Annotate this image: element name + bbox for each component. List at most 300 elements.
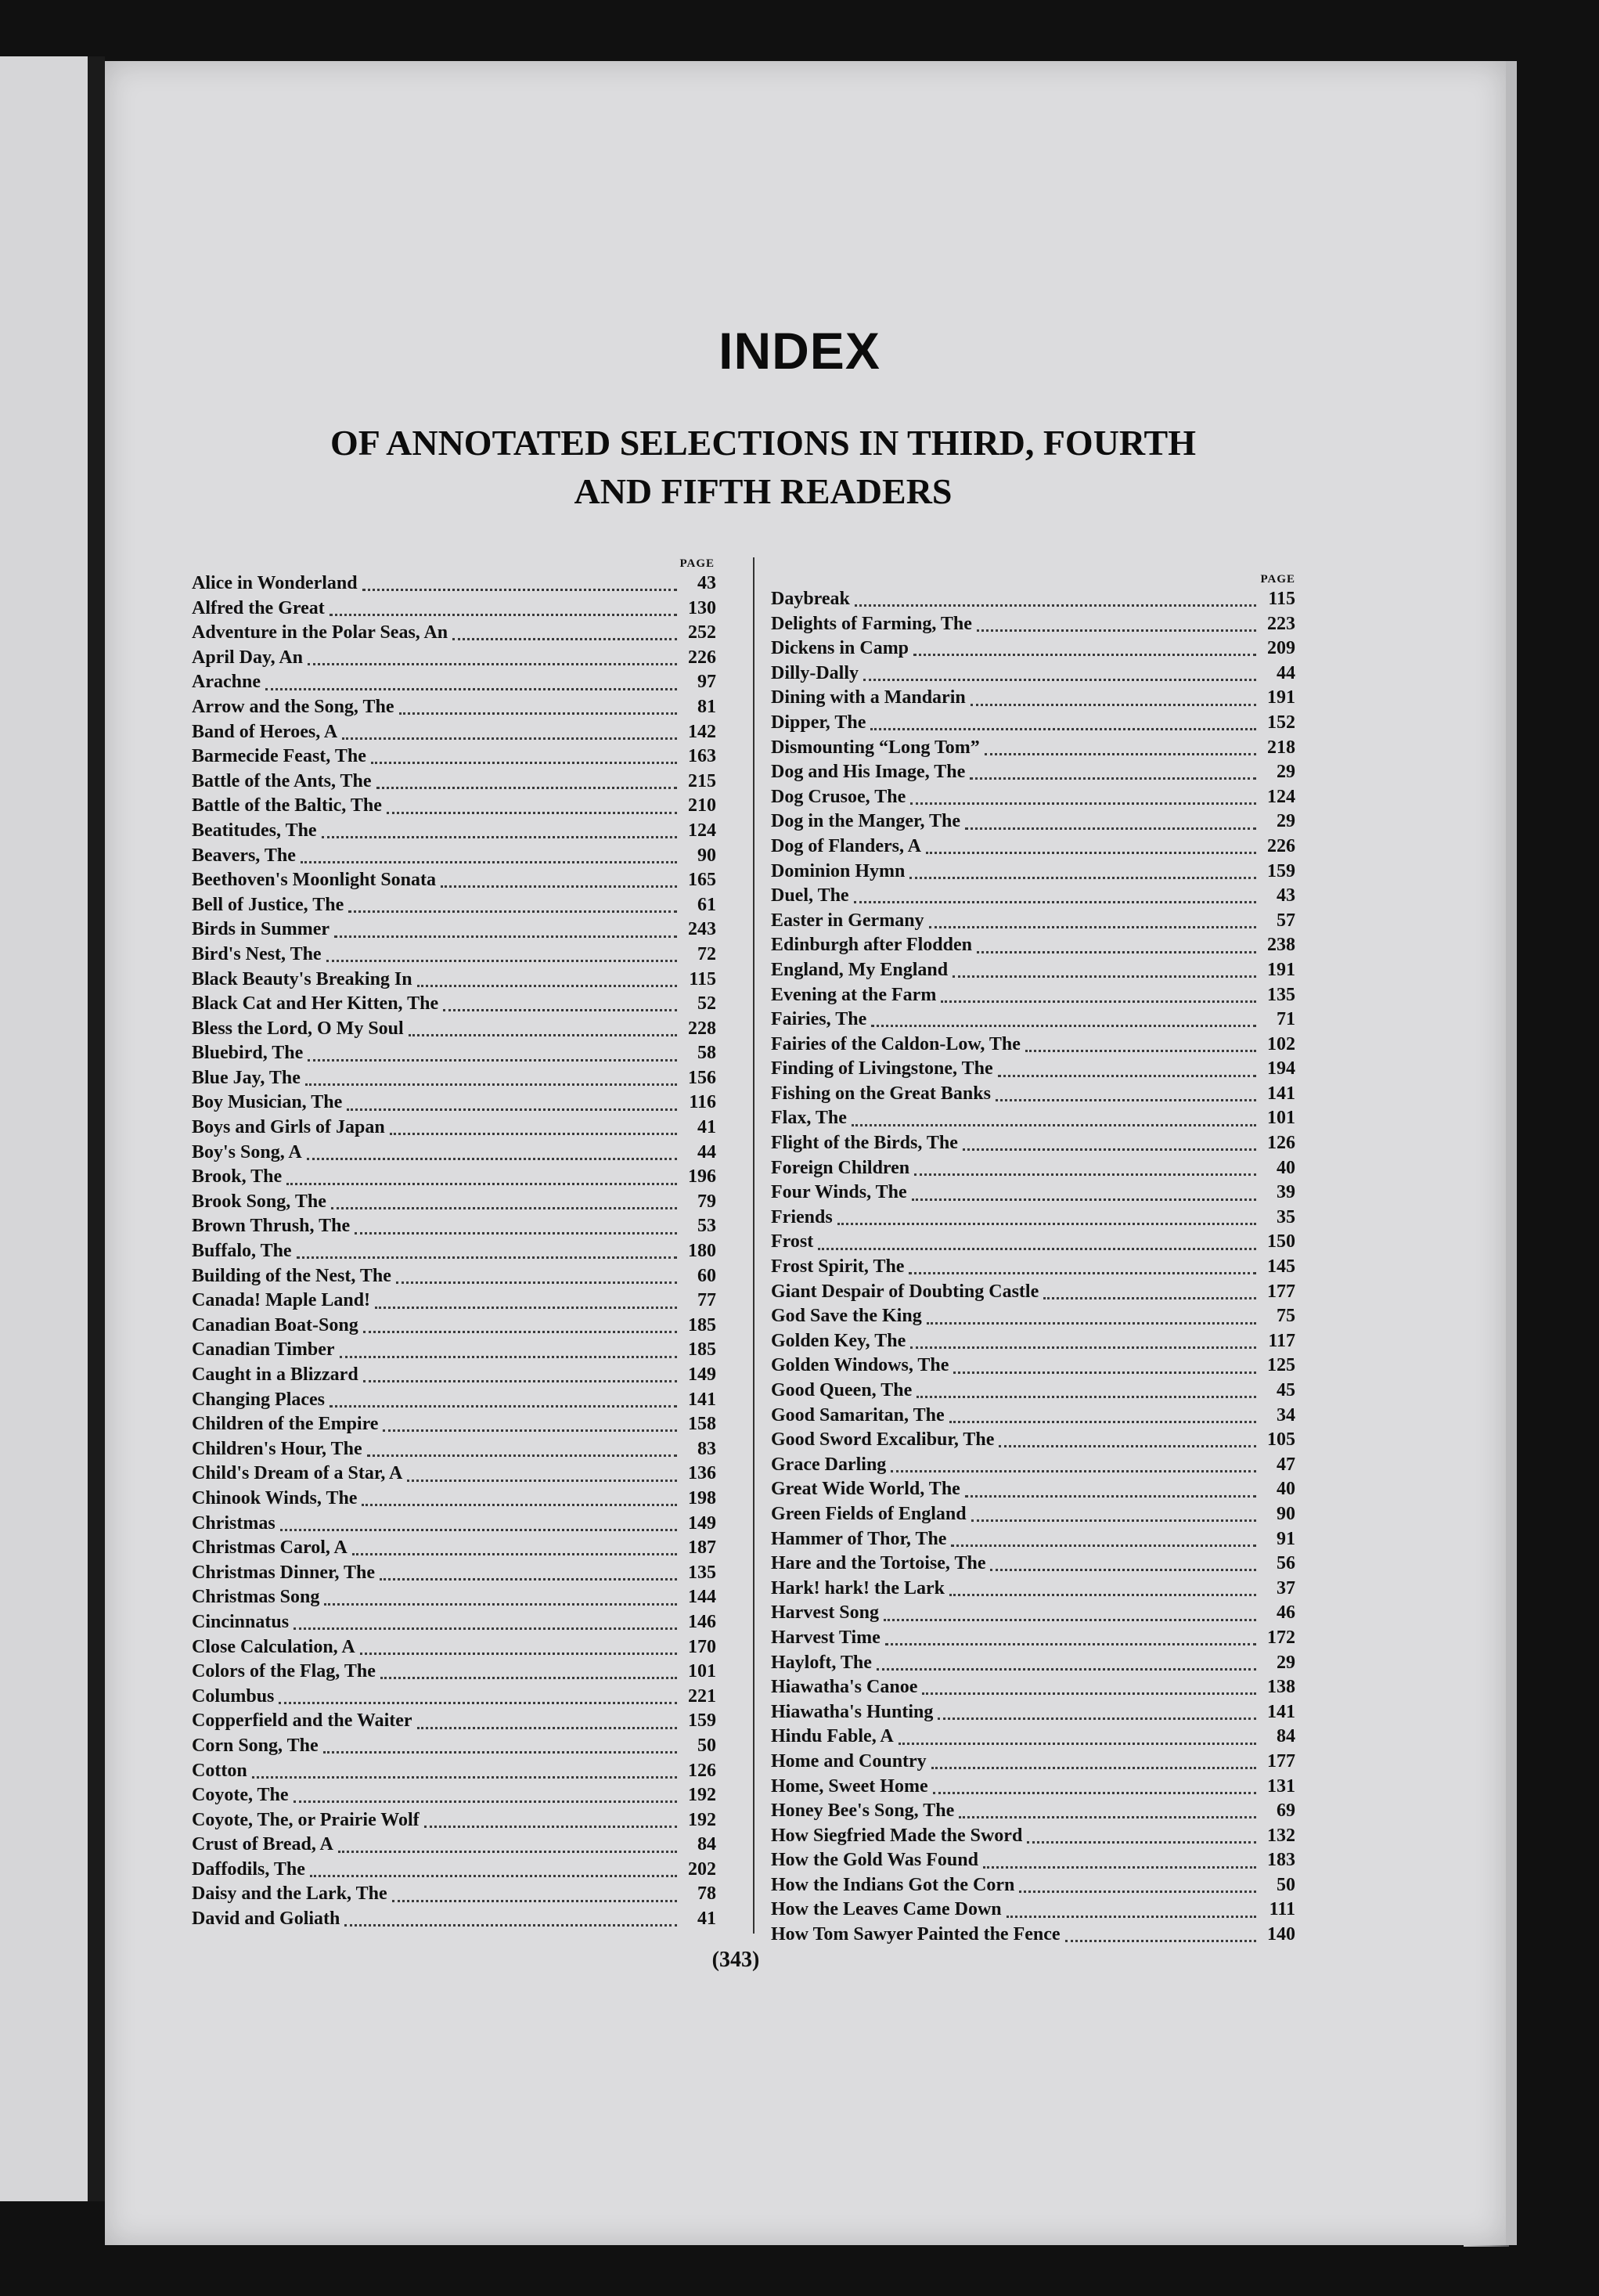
index-entry <box>771 587 1295 612</box>
dot-leader <box>951 1544 1256 1547</box>
entry-page: 39 <box>1277 1182 1295 1203</box>
entry-title: Dipper, The <box>771 712 866 733</box>
index-entry <box>771 1799 1295 1824</box>
dot-leader <box>326 960 677 962</box>
page-number: (343) <box>711 1948 760 1972</box>
dot-leader <box>376 787 677 789</box>
index-entry <box>771 1552 1295 1577</box>
entry-page: 141 <box>688 1389 716 1410</box>
index-entry <box>192 1190 716 1215</box>
entry-title: Children's Hour, The <box>192 1438 362 1459</box>
dot-leader <box>301 861 677 863</box>
index-entry <box>771 1280 1295 1305</box>
index-entry <box>771 1775 1295 1800</box>
dot-leader <box>1007 1916 1256 1918</box>
entry-page: 187 <box>688 1537 716 1559</box>
entry-title: Birds in Summer <box>192 919 330 940</box>
index-entry <box>771 1725 1295 1750</box>
dot-leader <box>1019 1891 1256 1893</box>
dot-leader <box>965 827 1256 830</box>
index-title: INDEX <box>718 322 881 380</box>
entry-title: Dining with a Mandarin <box>771 687 966 708</box>
entry-page: 165 <box>688 870 716 891</box>
dot-leader <box>891 1470 1256 1472</box>
index-entry <box>192 1462 716 1487</box>
entry-title: Flax, The <box>771 1108 847 1129</box>
entry-title: David and Goliath <box>192 1909 340 1930</box>
entry-title: Battle of the Baltic, The <box>192 795 382 816</box>
dot-leader <box>963 1148 1256 1151</box>
dot-leader <box>1027 1841 1256 1844</box>
index-entry <box>771 1156 1295 1181</box>
entry-page: 130 <box>688 597 716 618</box>
dot-leader <box>424 1826 677 1828</box>
index-entry <box>771 736 1295 761</box>
dot-leader <box>286 1183 677 1185</box>
entry-page: 56 <box>1277 1553 1295 1574</box>
index-entry <box>771 909 1295 934</box>
entry-title: Beavers, The <box>192 845 296 866</box>
entry-page: 52 <box>697 993 716 1015</box>
dot-leader <box>363 1331 677 1333</box>
entry-page: 34 <box>1277 1404 1295 1426</box>
dot-leader <box>998 1075 1256 1077</box>
entry-page: 202 <box>688 1858 716 1880</box>
dot-leader <box>279 1702 677 1704</box>
entry-page: 226 <box>688 647 716 668</box>
dot-leader <box>953 975 1256 978</box>
entry-title: Bell of Justice, The <box>192 894 344 915</box>
entry-title: Christmas <box>192 1512 276 1534</box>
entry-page: 91 <box>1277 1528 1295 1549</box>
dot-leader <box>355 1232 677 1235</box>
entry-title: Harvest Song <box>771 1602 879 1624</box>
entry-page: 141 <box>1267 1083 1295 1104</box>
index-entry <box>771 1700 1295 1725</box>
entry-page: 44 <box>697 1141 716 1162</box>
dot-leader <box>252 1776 677 1779</box>
index-entry <box>771 1206 1295 1231</box>
entry-title: Flight of the Birds, The <box>771 1133 958 1154</box>
entry-title: Christmas Song <box>192 1587 320 1608</box>
entry-title: Christmas Carol, A <box>192 1537 348 1559</box>
dot-leader <box>938 1717 1256 1720</box>
dot-leader <box>297 1256 677 1259</box>
entry-page: 149 <box>688 1512 716 1534</box>
index-entry <box>192 1512 716 1537</box>
entry-page: 228 <box>688 1018 716 1039</box>
entry-title: Changing Places <box>192 1389 326 1410</box>
entry-page: 138 <box>1267 1677 1295 1698</box>
entry-page: 135 <box>688 1562 716 1583</box>
dot-leader <box>1025 1050 1256 1052</box>
entry-title: Boy's Song, A <box>192 1141 302 1162</box>
entry-page: 29 <box>1277 1652 1295 1673</box>
index-entry <box>771 1453 1295 1478</box>
entry-title: Arachne <box>192 672 261 693</box>
entry-page: 90 <box>697 845 716 866</box>
index-entry <box>771 1527 1295 1552</box>
dot-leader <box>367 1454 677 1457</box>
dot-leader <box>949 1421 1256 1423</box>
entry-title: Bless the Lord, O My Soul <box>192 1018 404 1039</box>
dot-leader <box>953 1371 1256 1374</box>
entry-title: How Siegfried Made the Sword <box>771 1825 1023 1846</box>
entry-page: 141 <box>1267 1701 1295 1722</box>
entry-page: 71 <box>1277 1009 1295 1030</box>
index-entry <box>192 819 716 844</box>
entry-page: 158 <box>688 1414 716 1435</box>
entry-page: 102 <box>1267 1033 1295 1054</box>
index-entry <box>192 1709 716 1734</box>
entry-title: Giant Despair of Doubting Castle <box>771 1281 1039 1302</box>
dot-leader <box>910 1346 1256 1349</box>
dot-leader <box>870 728 1256 730</box>
dot-leader <box>996 1099 1256 1101</box>
dot-leader <box>375 1307 677 1309</box>
dot-leader <box>971 1519 1256 1522</box>
index-entry <box>771 636 1295 661</box>
entry-title: Fairies of the Caldon-Low, The <box>771 1033 1021 1054</box>
entry-title: Home, Sweet Home <box>771 1775 928 1797</box>
entry-page: 198 <box>688 1487 716 1508</box>
entry-page: 191 <box>1267 959 1295 980</box>
entry-title: Edinburgh after Flodden <box>771 935 972 956</box>
index-entry <box>192 1066 716 1091</box>
entry-title: Frost Spirit, The <box>771 1256 905 1278</box>
dot-leader <box>909 877 1256 879</box>
entry-title: How the Gold Was Found <box>771 1850 978 1871</box>
entry-title: Hayloft, The <box>771 1652 872 1673</box>
dot-leader <box>854 901 1256 903</box>
dot-leader <box>307 1158 677 1160</box>
entry-title: How Tom Sawyer Painted the Fence <box>771 1924 1061 1945</box>
index-entry <box>771 1626 1295 1651</box>
dot-leader <box>885 1643 1256 1645</box>
index-entry <box>771 1873 1295 1898</box>
dot-leader <box>899 1743 1256 1745</box>
entry-page: 226 <box>1267 835 1295 856</box>
entry-page: 126 <box>1267 1133 1295 1154</box>
entry-page: 142 <box>688 721 716 742</box>
entry-title: Caught in a Blizzard <box>192 1364 358 1385</box>
entry-title: Hindu Fable, A <box>771 1726 894 1747</box>
entry-page: 135 <box>1267 984 1295 1005</box>
entry-title: Foreign Children <box>771 1157 910 1178</box>
index-entry <box>771 1255 1295 1280</box>
entry-page: 150 <box>1267 1231 1295 1253</box>
dot-leader <box>362 1504 677 1506</box>
entry-title: Canadian Timber <box>192 1339 335 1361</box>
entry-title: Good Sword Excalibur, The <box>771 1429 995 1451</box>
entry-title: Buffalo, The <box>192 1241 292 1262</box>
dot-leader <box>363 1380 677 1382</box>
index-entry <box>771 1502 1295 1527</box>
entry-title: God Save the King <box>771 1306 922 1327</box>
index-entry <box>771 1675 1295 1700</box>
entry-page: 81 <box>697 696 716 717</box>
page-column-header-left: PAGE <box>679 557 715 570</box>
index-entry <box>771 958 1295 983</box>
dot-leader <box>910 802 1256 805</box>
entry-page: 177 <box>1267 1750 1295 1772</box>
entry-title: Brown Thrush, The <box>192 1216 351 1237</box>
dot-leader <box>407 1480 677 1482</box>
entry-title: Hiawatha's Canoe <box>771 1677 918 1698</box>
dot-leader <box>965 1495 1256 1498</box>
entry-page: 223 <box>1267 613 1295 634</box>
index-entry <box>771 686 1295 711</box>
entry-page: 209 <box>1267 638 1295 659</box>
entry-page: 238 <box>1267 935 1295 956</box>
entry-page: 115 <box>1268 589 1295 609</box>
index-entry <box>771 1898 1295 1923</box>
entry-title: Cincinnatus <box>192 1611 290 1632</box>
entry-title: Harvest Time <box>771 1627 881 1648</box>
entry-page: 172 <box>1267 1627 1295 1648</box>
index-entry <box>192 1363 716 1388</box>
index-entry <box>192 720 716 745</box>
entry-page: 210 <box>688 795 716 816</box>
entry-page: 183 <box>1267 1850 1295 1871</box>
entry-page: 40 <box>1277 1479 1295 1500</box>
entry-title: Home and Country <box>771 1750 927 1772</box>
index-entry <box>192 1610 716 1635</box>
index-entry <box>192 1660 716 1685</box>
entry-title: Battle of the Ants, The <box>192 770 372 791</box>
entry-title: Beethoven's Moonlight Sonata <box>192 870 437 891</box>
entry-page: 126 <box>688 1760 716 1781</box>
entry-title: Boy Musician, The <box>192 1092 343 1113</box>
entry-title: England, My England <box>771 959 949 980</box>
entry-title: Adventure in the Polar Seas, An <box>192 622 448 643</box>
entry-title: Barmecide Feast, The <box>192 746 366 767</box>
index-entry <box>192 1907 716 1932</box>
entry-page: 101 <box>688 1661 716 1682</box>
index-entry <box>771 860 1295 885</box>
dot-leader <box>909 1272 1256 1274</box>
index-entry <box>771 1404 1295 1429</box>
entry-title: Canada! Maple Land! <box>192 1290 371 1311</box>
index-entry <box>192 844 716 869</box>
dot-leader <box>338 1851 677 1853</box>
index-entry <box>192 917 716 943</box>
dot-leader <box>308 1059 677 1061</box>
dot-leader <box>294 1800 677 1803</box>
entry-page: 58 <box>697 1043 716 1064</box>
index-subtitle <box>235 419 1291 516</box>
dot-leader <box>347 1108 677 1111</box>
entry-page: 53 <box>697 1216 716 1237</box>
entry-page: 29 <box>1277 762 1295 783</box>
dot-leader <box>360 1653 677 1655</box>
entry-title: Canadian Boat-Song <box>192 1314 358 1335</box>
entry-page: 61 <box>697 894 716 915</box>
index-entry <box>192 1734 716 1759</box>
dot-leader <box>305 1083 677 1086</box>
dot-leader <box>417 1727 677 1729</box>
entry-page: 84 <box>697 1834 716 1855</box>
index-entry <box>771 1651 1295 1676</box>
dot-leader <box>913 654 1256 656</box>
index-entry <box>192 770 716 795</box>
entry-page: 221 <box>688 1685 716 1707</box>
dot-leader <box>387 812 677 814</box>
index-entry <box>192 1239 716 1264</box>
index-entry <box>771 612 1295 637</box>
entry-page: 163 <box>688 746 716 767</box>
subtitle-line-1: OF ANNOTATED SELECTIONS IN THIRD, FOURTH <box>330 423 1196 463</box>
entry-title: Great Wide World, The <box>771 1479 960 1500</box>
index-entry <box>771 983 1295 1008</box>
dot-leader <box>922 1692 1256 1695</box>
entry-page: 177 <box>1267 1281 1295 1302</box>
dot-leader <box>324 1603 677 1606</box>
entry-page: 243 <box>688 919 716 940</box>
entry-title: Chinook Winds, The <box>192 1487 358 1508</box>
entry-title: Colors of the Flag, The <box>192 1661 376 1682</box>
dot-leader <box>443 1009 677 1011</box>
dot-leader <box>348 910 677 913</box>
dot-leader <box>390 1133 677 1135</box>
entry-title: April Day, An <box>192 647 304 668</box>
entry-page: 78 <box>697 1883 716 1905</box>
entry-title: Daffodils, The <box>192 1858 305 1880</box>
entry-title: Frost <box>771 1231 814 1253</box>
entry-title: Building of the Nest, The <box>192 1265 391 1286</box>
entry-page: 136 <box>688 1463 716 1484</box>
entry-title: Alice in Wonderland <box>192 573 358 593</box>
entry-title: Duel, The <box>771 885 849 907</box>
entry-title: Golden Windows, The <box>771 1355 949 1376</box>
entry-page: 116 <box>689 1092 716 1113</box>
index-entry <box>192 968 716 993</box>
dot-leader <box>342 737 677 740</box>
dot-leader <box>959 1816 1256 1818</box>
entry-title: Dog Crusoe, The <box>771 786 906 807</box>
entry-title: Four Winds, The <box>771 1182 907 1203</box>
entry-title: Friends <box>771 1206 833 1227</box>
index-entry <box>192 1214 716 1239</box>
index-entry <box>192 1090 716 1116</box>
index-entry <box>771 1007 1295 1033</box>
dot-leader <box>1043 1297 1256 1299</box>
entry-title: Beatitudes, The <box>192 820 317 841</box>
entry-title: Delights of Farming, The <box>771 613 972 634</box>
dot-leader <box>863 679 1256 681</box>
index-entry <box>771 661 1295 687</box>
dot-leader <box>330 1405 677 1408</box>
entry-title: Green Fields of England <box>771 1503 967 1524</box>
entry-title: Dilly-Dally <box>771 662 859 683</box>
index-entry <box>771 711 1295 736</box>
dot-leader <box>331 1207 677 1209</box>
entry-page: 35 <box>1277 1206 1295 1227</box>
entry-title: Columbus <box>192 1685 275 1707</box>
entry-title: Corn Song, The <box>192 1735 319 1756</box>
entry-page: 57 <box>1277 910 1295 931</box>
index-entry <box>192 794 716 819</box>
entry-page: 44 <box>1277 662 1295 683</box>
dot-leader <box>970 777 1256 780</box>
dot-leader <box>352 1553 677 1555</box>
dot-leader <box>380 1578 677 1581</box>
page-column-header-right: PAGE <box>1260 573 1295 586</box>
index-entry <box>192 646 716 671</box>
entry-title: Coyote, The <box>192 1785 289 1806</box>
dot-leader <box>927 1322 1256 1325</box>
entry-page: 215 <box>688 770 716 791</box>
entry-page: 185 <box>688 1314 716 1335</box>
index-entry <box>771 1923 1295 1948</box>
entry-page: 252 <box>688 622 716 643</box>
index-entry <box>771 1082 1295 1107</box>
index-entry <box>192 571 716 597</box>
index-entry <box>192 868 716 893</box>
dot-leader <box>985 753 1256 755</box>
entry-title: Close Calculation, A <box>192 1636 355 1657</box>
dot-leader <box>322 836 677 838</box>
dot-leader <box>877 1668 1256 1671</box>
index-entry <box>771 1033 1295 1058</box>
index-entry <box>771 1848 1295 1873</box>
entry-title: Crust of Bread, A <box>192 1834 333 1855</box>
index-entry <box>771 884 1295 909</box>
entry-title: Blue Jay, The <box>192 1067 301 1088</box>
dot-leader <box>265 688 677 690</box>
dot-leader <box>294 1627 677 1630</box>
entry-page: 146 <box>688 1611 716 1632</box>
index-entry <box>771 933 1295 958</box>
index-entry <box>192 1116 716 1141</box>
entry-title: Black Cat and Her Kitten, The <box>192 993 439 1015</box>
entry-page: 41 <box>697 1909 716 1930</box>
index-entry <box>192 1858 716 1883</box>
index-column-right <box>771 556 1295 1948</box>
entry-page: 90 <box>1277 1503 1295 1524</box>
dot-leader <box>1065 1940 1256 1942</box>
dot-leader <box>371 762 677 764</box>
entry-page: 140 <box>1267 1924 1295 1945</box>
index-entry <box>771 1230 1295 1255</box>
index-entry <box>192 1388 716 1413</box>
entry-title: Daybreak <box>771 589 850 609</box>
dot-leader <box>852 1124 1256 1126</box>
subtitle-line-2: AND FIFTH READERS <box>574 471 953 511</box>
dot-leader <box>383 1429 677 1432</box>
entry-title: Christmas Dinner, The <box>192 1562 376 1583</box>
entry-title: Honey Bee's Song, The <box>771 1800 955 1822</box>
dot-leader <box>912 1198 1256 1201</box>
entry-title: Good Queen, The <box>771 1380 913 1400</box>
entry-title: Dismounting “Long Tom” <box>771 737 980 758</box>
entry-page: 149 <box>688 1364 716 1385</box>
dot-leader <box>310 1875 677 1877</box>
dot-leader <box>971 704 1256 706</box>
dot-leader <box>999 1445 1256 1447</box>
entry-page: 72 <box>697 943 716 964</box>
entry-title: Dog in the Manger, The <box>771 811 961 832</box>
index-entry <box>192 1289 716 1314</box>
index-entry <box>771 760 1295 785</box>
entry-title: Easter in Germany <box>771 910 924 931</box>
index-entry <box>192 1141 716 1166</box>
dot-leader <box>855 604 1256 607</box>
dot-leader <box>344 1924 677 1927</box>
index-entry <box>192 1314 716 1339</box>
dot-leader <box>396 1281 677 1284</box>
entry-title: Child's Dream of a Star, A <box>192 1463 403 1484</box>
